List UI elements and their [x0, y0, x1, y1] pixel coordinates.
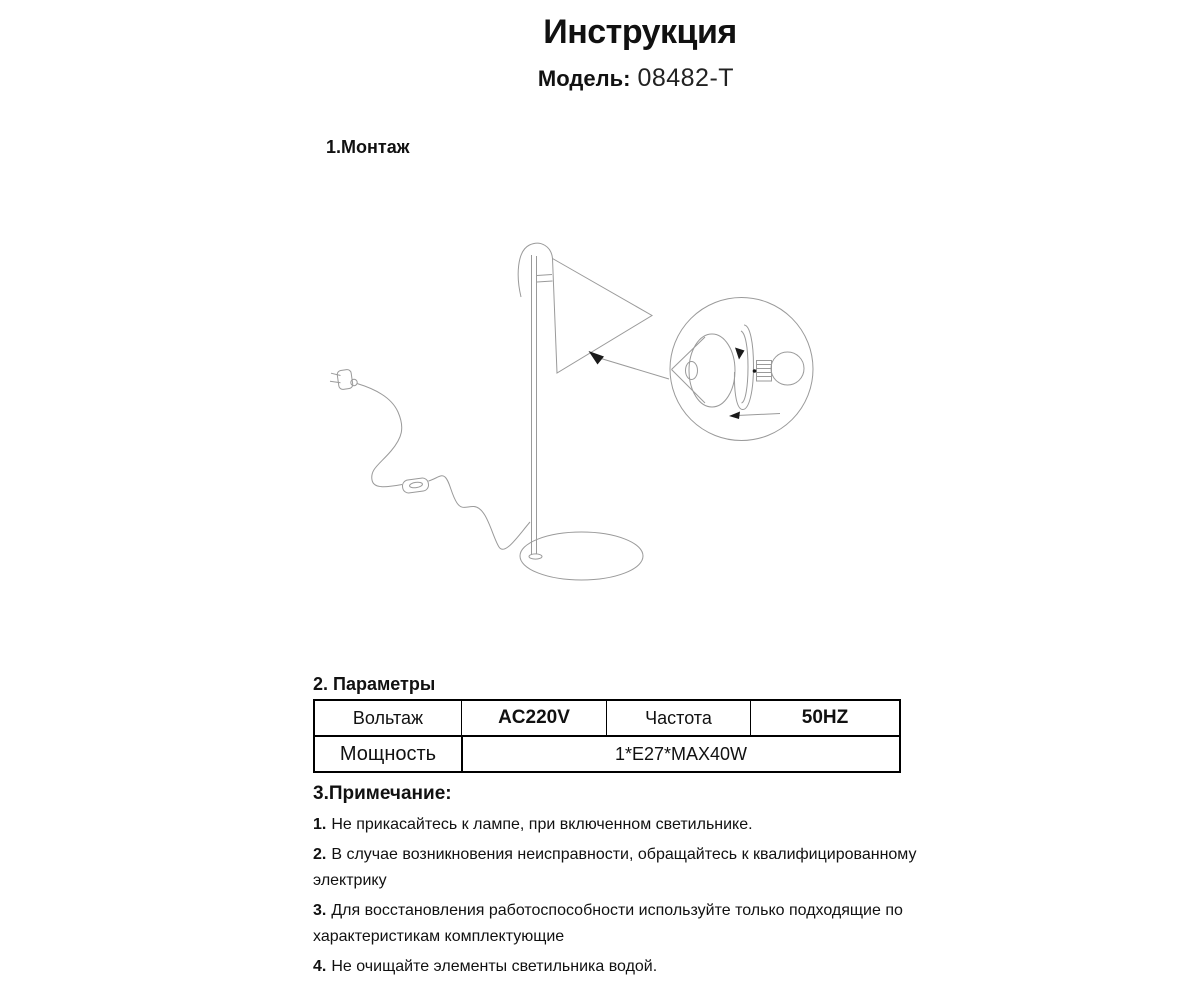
note-item [313, 954, 925, 980]
cell-power-label: Мощность [339, 742, 437, 765]
note-number: 2. [313, 846, 327, 863]
note-number: 4. [313, 958, 327, 975]
inline-switch-drawing [402, 477, 430, 493]
note-text: В случае возникновения неисправности, обращайтесь к квалифицированному электрику [313, 846, 917, 889]
table-row [315, 701, 899, 735]
section-parameters-heading: 2. Параметры [313, 674, 436, 694]
bulb-drawing [757, 352, 805, 385]
parameters-table [313, 699, 901, 773]
power-cord-drawing [357, 384, 402, 487]
cell-frequency-label: Частота [606, 701, 750, 735]
model-label: Модель: [537, 66, 631, 91]
model-line [80, 64, 1192, 93]
note-item [313, 812, 925, 838]
lamp-base-drawing [520, 532, 643, 580]
section-notes-heading: 3.Примечание: [313, 783, 452, 804]
cell-power-value: 1*E27*MAX40W [461, 737, 899, 771]
cell-frequency-value: 50HZ [750, 701, 899, 735]
power-plug-drawing [330, 369, 357, 390]
section-montage-heading: 1.Монтаж [326, 137, 410, 157]
table-row [315, 735, 899, 771]
power-cord-drawing-2 [429, 476, 531, 549]
rotation-arrow [734, 325, 753, 410]
page-title: Инструкция [543, 13, 737, 51]
detail-circle [670, 298, 813, 441]
note-item [313, 842, 925, 894]
note-text: Не очищайте элементы светильника водой. [331, 958, 658, 975]
cell-voltage-label: Вольтаж [352, 707, 424, 728]
insertion-arrowhead-icon [729, 412, 740, 420]
note-number: 3. [313, 902, 327, 919]
lamp-diagram [300, 238, 825, 590]
socket-contact-dot [753, 369, 757, 373]
model-value: 08482-T [637, 64, 735, 92]
notes-list [313, 812, 925, 984]
rotation-arrowhead-icon [735, 348, 745, 360]
note-text: Не прикасайтесь к лампе, при включенном светильнике. [331, 816, 753, 833]
lamp-shade-drawing [553, 259, 653, 374]
note-text: Для восстановления работоспособности используйте только подходящие по характеристикам комплектующие [313, 902, 903, 945]
note-number: 1. [313, 816, 327, 833]
leader-line [601, 359, 669, 380]
lamp-pole-drawing [518, 243, 552, 555]
cell-voltage-value: AC220V [461, 701, 606, 735]
pointer-arrowhead-icon [589, 351, 605, 365]
note-item [313, 898, 925, 950]
insertion-arrow-line [737, 414, 780, 416]
